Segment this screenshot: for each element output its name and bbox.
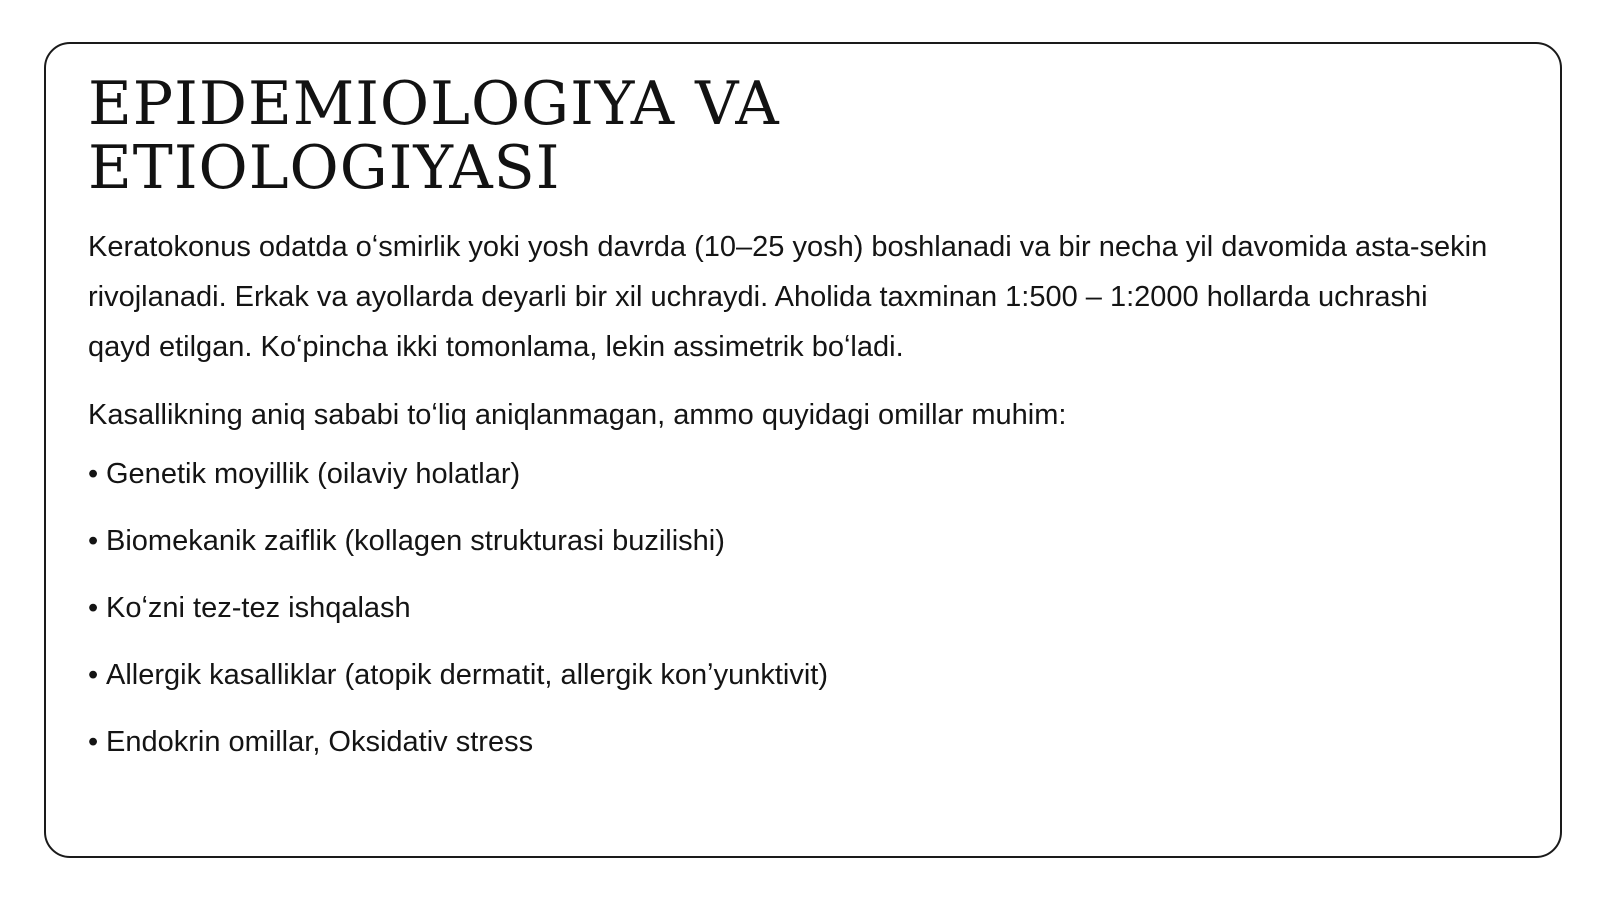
bullet-icon: • [88, 592, 99, 624]
list-item [88, 456, 1488, 492]
causes-lead-text: Kasallikning aniq sababi toʻliq aniqlanmagan, ammo quyidagi omillar muhim: [88, 399, 1067, 431]
list-item-text: Genetik moyillik (oilaviy holatlar) [106, 458, 521, 490]
list-item-text: Allergik kasalliklar (atopik dermatit, allergik konʼyunktivit) [106, 659, 829, 691]
slide-body [88, 222, 1488, 791]
intro-paragraph: Keratokonus odatda oʻsmirlik yoki yosh davrda (10–25 yosh) boshlanadi va bir necha yil davomida asta-sekin rivojlanadi. Erkak va ayollarda deyarli bir xil uchraydi. Aholida taxminan 1:500 – 1:2000 hollarda uchrashi qayd etilgan. Koʻpincha ikki tomonlama, lekin assimetrik boʻladi. [88, 231, 1488, 363]
list-item-text: Endokrin omillar, Oksidativ stress [106, 726, 534, 758]
bullet-icon: • [88, 458, 99, 490]
bullet-icon: • [88, 726, 99, 758]
bullet-icon: • [88, 659, 99, 691]
causes-list [88, 456, 1488, 760]
list-item [88, 657, 1488, 693]
list-item [88, 523, 1488, 559]
slide-title-line-1: EPIDEMIOLOGIYA VA [88, 69, 780, 139]
slide-title-line-2: ETIOLOGIYASI [88, 133, 561, 203]
list-item [88, 590, 1488, 626]
list-item-text: Biomekanik zaiflik (kollagen strukturasi buzilishi) [106, 525, 725, 557]
slide-title [88, 69, 780, 203]
list-item-text: Koʻzni tez-tez ishqalash [106, 592, 411, 624]
bullet-icon: • [88, 525, 99, 557]
list-item [88, 724, 1488, 760]
